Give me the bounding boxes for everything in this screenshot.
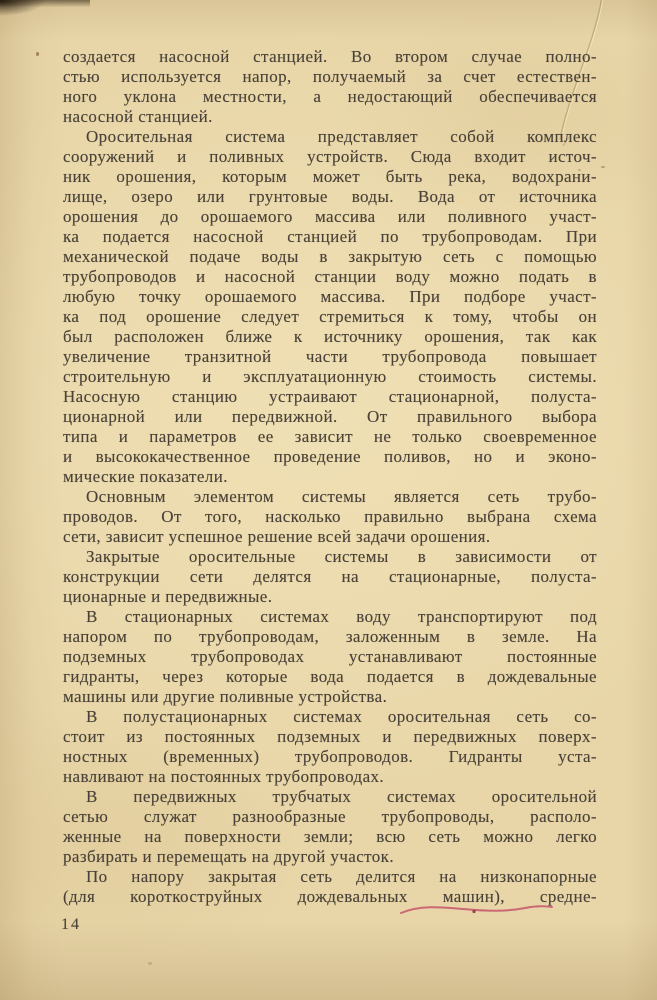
text-line: женные на поверхности земли; всю сеть можно легко [63, 827, 597, 846]
paragraph [63, 547, 597, 607]
text-line: разбирать и перемещать на другой участок. [63, 847, 394, 866]
text-line: создается насосной станцией. Во втором случае полно- [63, 47, 597, 66]
text-line: Основным элементом системы является сеть трубо- [86, 487, 597, 506]
paragraph [63, 487, 597, 547]
text-line: и высококачественное проведение поливов, но и эконо- [63, 447, 597, 466]
paper-speck [601, 166, 605, 168]
text-line: В полустационарных системах оросительная сеть со- [86, 707, 597, 726]
text-line: По напору закрытая сеть делится на низконапорные [86, 867, 597, 886]
text-line: В стационарных системах воду транспортируют под [86, 607, 597, 626]
text-line: насосной станцией. [63, 107, 213, 126]
text-line: ционарные и передвижные. [63, 587, 273, 606]
text-line: ностных (временных) трубопроводов. Гидранты уста- [63, 747, 597, 766]
text-line: Закрытые оросительные системы в зависимости от [86, 547, 597, 566]
text-line: ционарной или передвижной. От правильного выбора [63, 407, 597, 426]
paragraph [63, 607, 597, 707]
text-line: конструкции сети делятся на стационарные, полуста- [63, 567, 597, 586]
paragraph [63, 47, 597, 127]
text-line: В передвижных трубчатых системах оросительной [86, 787, 597, 806]
text-line: сети, зависит успешное решение всей задачи орошения. [63, 527, 491, 546]
page-text [63, 47, 597, 907]
text-line: напором по трубопроводам, заложенным в земле. На [63, 627, 597, 646]
text-line: сооружений и поливных устройств. Сюда входит источ- [63, 147, 597, 166]
text-line: ка подается насосной станцией по трубопроводам. При [63, 227, 597, 246]
text-line: любую точку орошаемого массива. При подборе участ- [63, 287, 597, 306]
text-line: ного уклона местности, а недостающий обеспечивается [63, 87, 597, 106]
text-line: подземных трубопроводах устанавливают постоянные [63, 647, 597, 666]
paper-speck [148, 962, 152, 965]
text-line: (для короткоструйных дождевальных машин), средне- [63, 887, 597, 906]
text-line: Насосную станцию устраивают стационарной, полуста- [63, 387, 597, 406]
text-line: Оросительная система представляет собой комплекс [86, 127, 597, 146]
text-line: мические показатели. [63, 467, 228, 486]
paragraph [63, 787, 597, 867]
paragraph [63, 127, 597, 487]
text-line: проводов. От того, насколько правильно выбрана схема [63, 507, 597, 526]
text-line: машины или другие поливные устройства. [63, 687, 388, 706]
text-line: стоит из постоянных подземных и передвижных поверх- [63, 727, 597, 746]
text-line: был расположен ближе к источнику орошения, так как [63, 327, 597, 346]
text-line: навливают на постоянных трубопроводах. [63, 767, 385, 786]
text-line: ник орошения, которым может быть река, водохрани- [63, 167, 597, 186]
text-line: гидранты, через которые вода подается в дождевальные [63, 667, 597, 686]
pen-ink-dot [472, 910, 475, 913]
paragraph [63, 867, 597, 907]
text-line: трубопроводов и насосной станции воду можно подать в [63, 267, 597, 286]
text-line: ка под орошение следует стремиться к тому, чтобы он [63, 307, 597, 326]
page-number: 14 [61, 916, 81, 933]
text-line: механической подаче воды в закрытую сеть с помощью [63, 247, 597, 266]
text-line: строительную и эксплуатационную стоимость системы. [63, 367, 597, 386]
text-line: увеличение транзитной части трубопровода повышает [63, 347, 597, 366]
text-line: орошения до орошаемого массива или поливного участ- [63, 207, 597, 226]
paper-speck [36, 52, 39, 56]
paragraph [63, 707, 597, 787]
text-line: лище, озеро или грунтовые воды. Вода от источника [63, 187, 597, 206]
text-line: сетью служат разнообразные трубопроводы, располо- [63, 807, 597, 826]
text-line: стью используется напор, получаемый за счет естествен- [63, 67, 597, 86]
text-line: типа и параметров ее зависит не только своевременное [63, 427, 597, 446]
scan-corner-shadow [0, 0, 90, 46]
